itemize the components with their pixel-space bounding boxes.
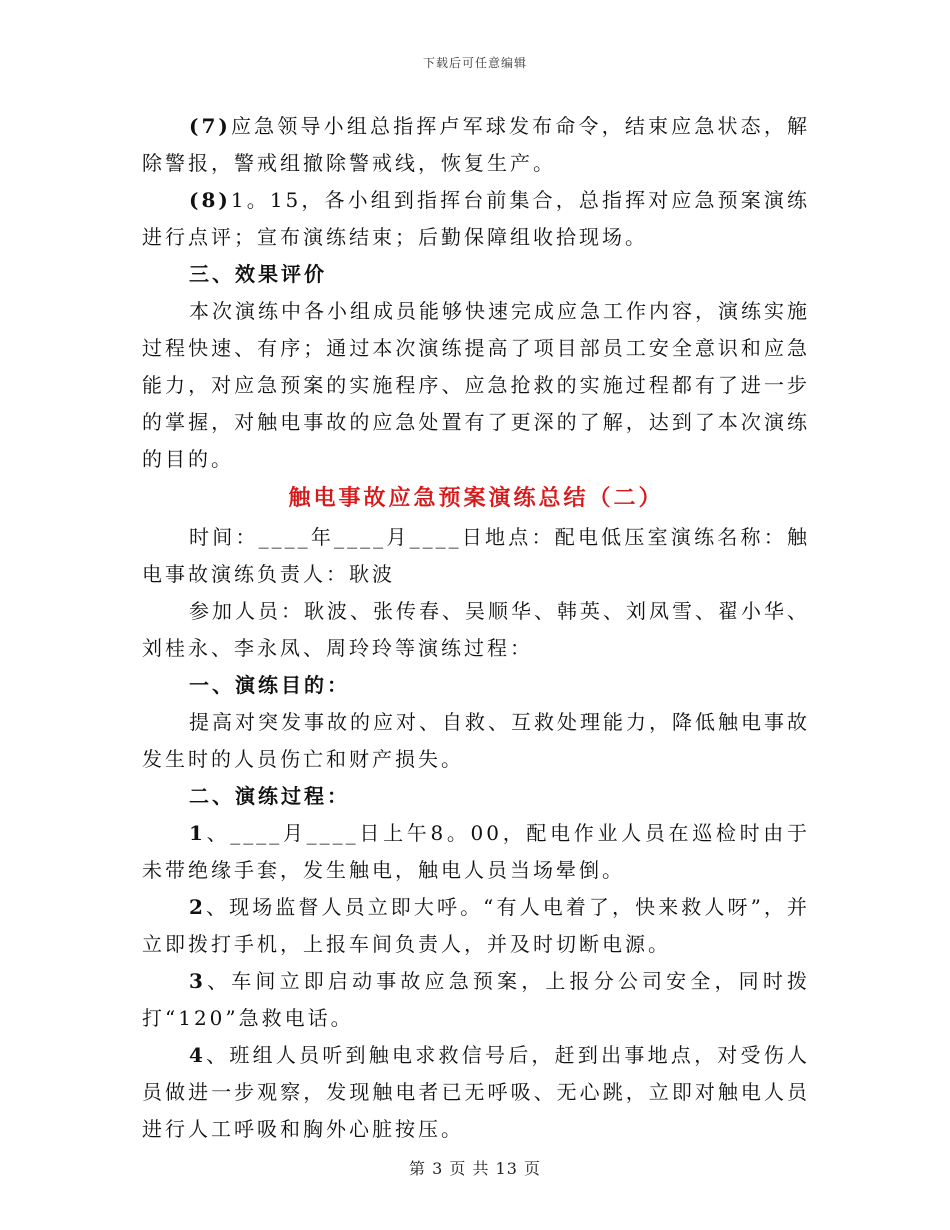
step-2-text: 、现场监督人员立即大呼。“有人电着了，快来救人呀”，并立即拨打手机，上报车间负责人，并及时切断电源。: [142, 895, 810, 956]
item-7-label: (7): [189, 114, 231, 138]
doc2-participants: 参加人员：耿波、张传春、吴顺华、韩英、刘凤雪、翟小华、刘桂永、李永凤、周玲玲等演练过程：: [142, 599, 810, 660]
item-8: [142, 182, 810, 256]
purpose-body: 提高对突发事故的应对、自救、互救处理能力，降低触电事故发生时的人员伤亡和财产损失。: [142, 710, 810, 771]
item-7-text: 应急领导小组总指挥卢军球发布命令，结束应急状态，解除警报，警戒组撤除警戒线，恢复生产。: [142, 114, 810, 175]
item-8-label: (8): [189, 188, 231, 212]
step-2-label: 2: [189, 895, 206, 919]
section-3-body: 本次演练中各小组成员能够快速完成应急工作内容，演练实施过程快速、有序；通过本次演练提高了项目部员工安全意识和应急能力，对应急预案的实施程序、应急抢救的实施过程都有了进一步的掌握，对触电事故的应急处置有了更深的了解，达到了本次演练的目的。: [142, 299, 810, 471]
step-1-text: 、____月____日上午8。00，配电作业人员在巡检时由于未带绝缘手套，发生触电，触电人员当场晕倒。: [142, 821, 810, 882]
doc2-info: 时间：____年____月____日地点：配电低压室演练名称：触电事故演练负责人：耿波: [142, 525, 810, 586]
process-step-4: [142, 1037, 810, 1148]
process-step-2: [142, 889, 810, 963]
step-3-label: 3: [189, 969, 206, 993]
item-7: [142, 108, 810, 182]
step-4-label: 4: [189, 1043, 206, 1067]
step-1-label: 1: [189, 821, 206, 845]
header-note: 下载后可任意编辑: [422, 56, 527, 70]
step-3-text: 、车间立即启动事故应急预案，上报分公司安全，同时拨打“120”急救电话。: [142, 969, 810, 1030]
process-step-1: [142, 815, 810, 889]
process-heading: 二、演练过程：: [189, 784, 350, 808]
document-body: [142, 108, 810, 1148]
process-step-3: [142, 963, 810, 1037]
page-number: 第 3 页 共 13 页: [409, 1159, 541, 1178]
doc2-title: 触电事故应急预案演练总结（二）: [288, 485, 664, 511]
step-4-text: 、班组人员听到触电求救信号后，赶到出事地点，对受伤人员做进一步观察，发现触电者已无呼吸、无心跳，立即对触电人员进行人工呼吸和胸外心脏按压。: [142, 1043, 810, 1141]
purpose-heading: 一、演练目的：: [189, 673, 350, 697]
section-3-heading: 三、效果评价: [189, 262, 327, 286]
item-8-text: 1。15，各小组到指挥台前集合，总指挥对应急预案演练进行点评；宣布演练结束；后勤保障组收拾现场。: [142, 188, 810, 249]
